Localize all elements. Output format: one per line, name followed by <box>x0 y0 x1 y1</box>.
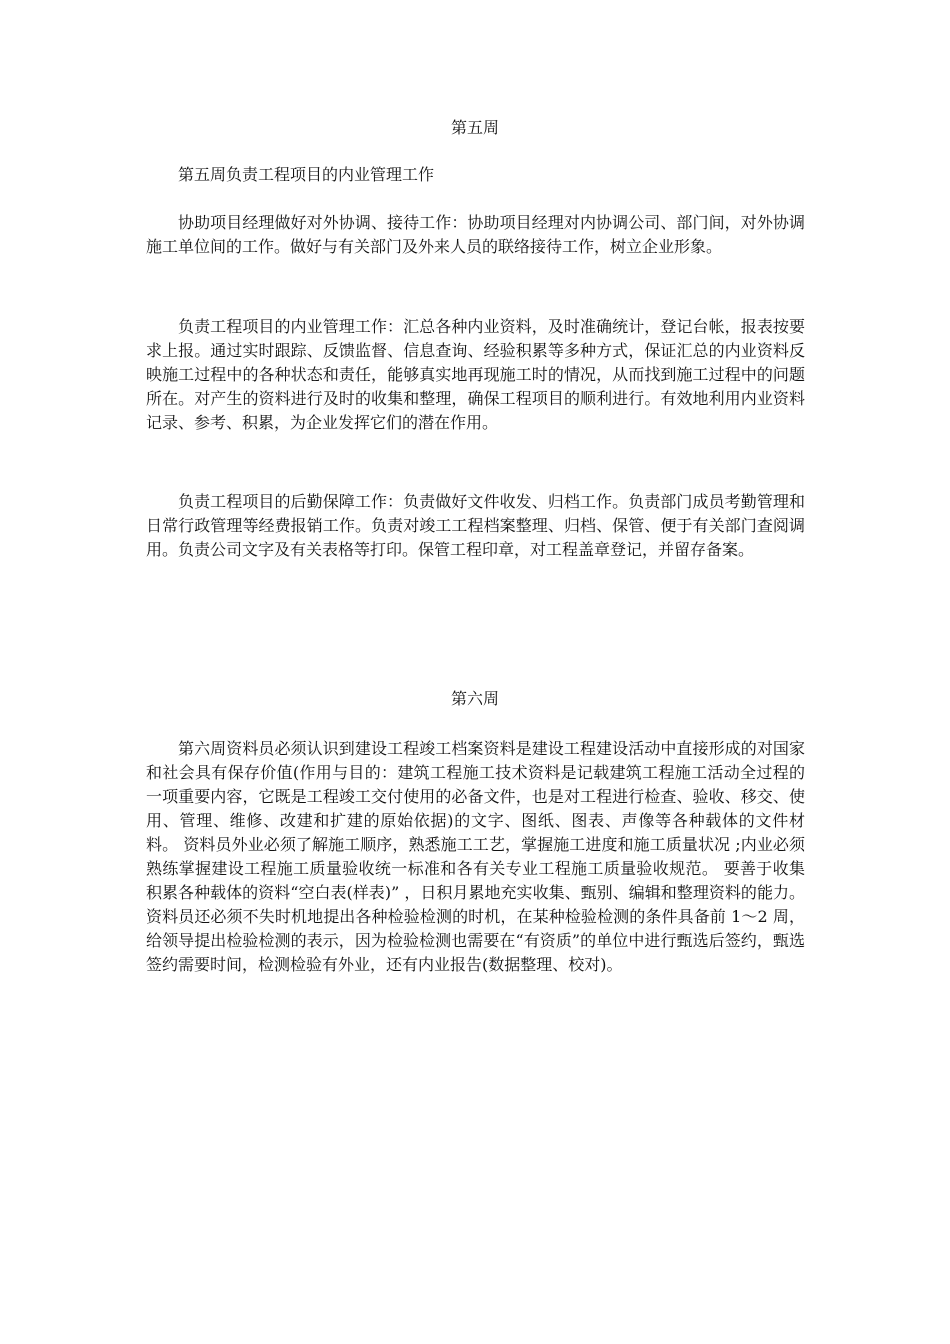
week5-paragraph-logistics: 负责工程项目的后勤保障工作：负责做好文件收发、归档工作。负责部门成员考勤管理和日常行政管理等经费报销工作。负责对竣工工程档案整理、归档、保管、便于有关部门查阅调用。负责公司文字及有关表格等打印。保管工程印章，对工程盖章登记，并留存备案。 <box>146 492 805 559</box>
week5-title: 第五周 <box>450 118 499 137</box>
week6-paragraph-archives: 第六周资料员必须认识到建设工程竣工档案资料是建设工程建设活动中直接形成的对国家和社会具有保存价值(作用与目的：建筑工程施工技术资料是记载建筑工程施工活动全过程的一项重要内容，它既是工程竣工交付使用的必备文件，也是对工程进行检查、验收、移交、使用、管理、维修、改建和扩建的原始依据)的文字、图纸、图表、声像等各种载体的文件材料。 资料员外业必须了解施工顺序，熟悉施工工艺，掌握施工进度和施工质量状况 ;内业必须熟练掌握建设工程施工质量验收统一标准和各有关专业工程施工质量验收规范。 要善于收集积累各种载体的资料“空白表(样表)” ，日积月累地充实收集、甄别、编辑和整理资料的能力。资料员还必须不失时机地提出各种检验检测的时机，在某种检验检测的条件具备前 1～2 周，给领导提出检验检测的表示，因为检验检测也需要在“有资质”的单位中进行甄选后签约，甄选签约需要时间，检测检验有外业，还有内业报告(数据整理、校对)。 <box>146 739 805 974</box>
week5-intro: 第五周负责工程项目的内业管理工作 <box>178 165 435 184</box>
week6-title: 第六周 <box>450 689 499 708</box>
week5-paragraph-coordination: 协助项目经理做好对外协调、接待工作：协助项目经理对内协调公司、部门间，对外协调施工单位间的工作。做好与有关部门及外来人员的联络接待工作，树立企业形象。 <box>146 213 805 256</box>
week5-paragraph-internal-management: 负责工程项目的内业管理工作：汇总各种内业资料，及时准确统计，登记台帐，报表按要求上报。通过实时跟踪、反馈监督、信息查询、经验积累等多种方式，保证汇总的内业资料反映施工过程中的各种状态和责任，能够真实地再现施工时的情况，从而找到施工过程中的问题所在。对产生的资料进行及时的收集和整理，确保工程项目的顺利进行。有效地利用内业资料记录、参考、积累，为企业发挥它们的潜在作用。 <box>146 317 805 432</box>
